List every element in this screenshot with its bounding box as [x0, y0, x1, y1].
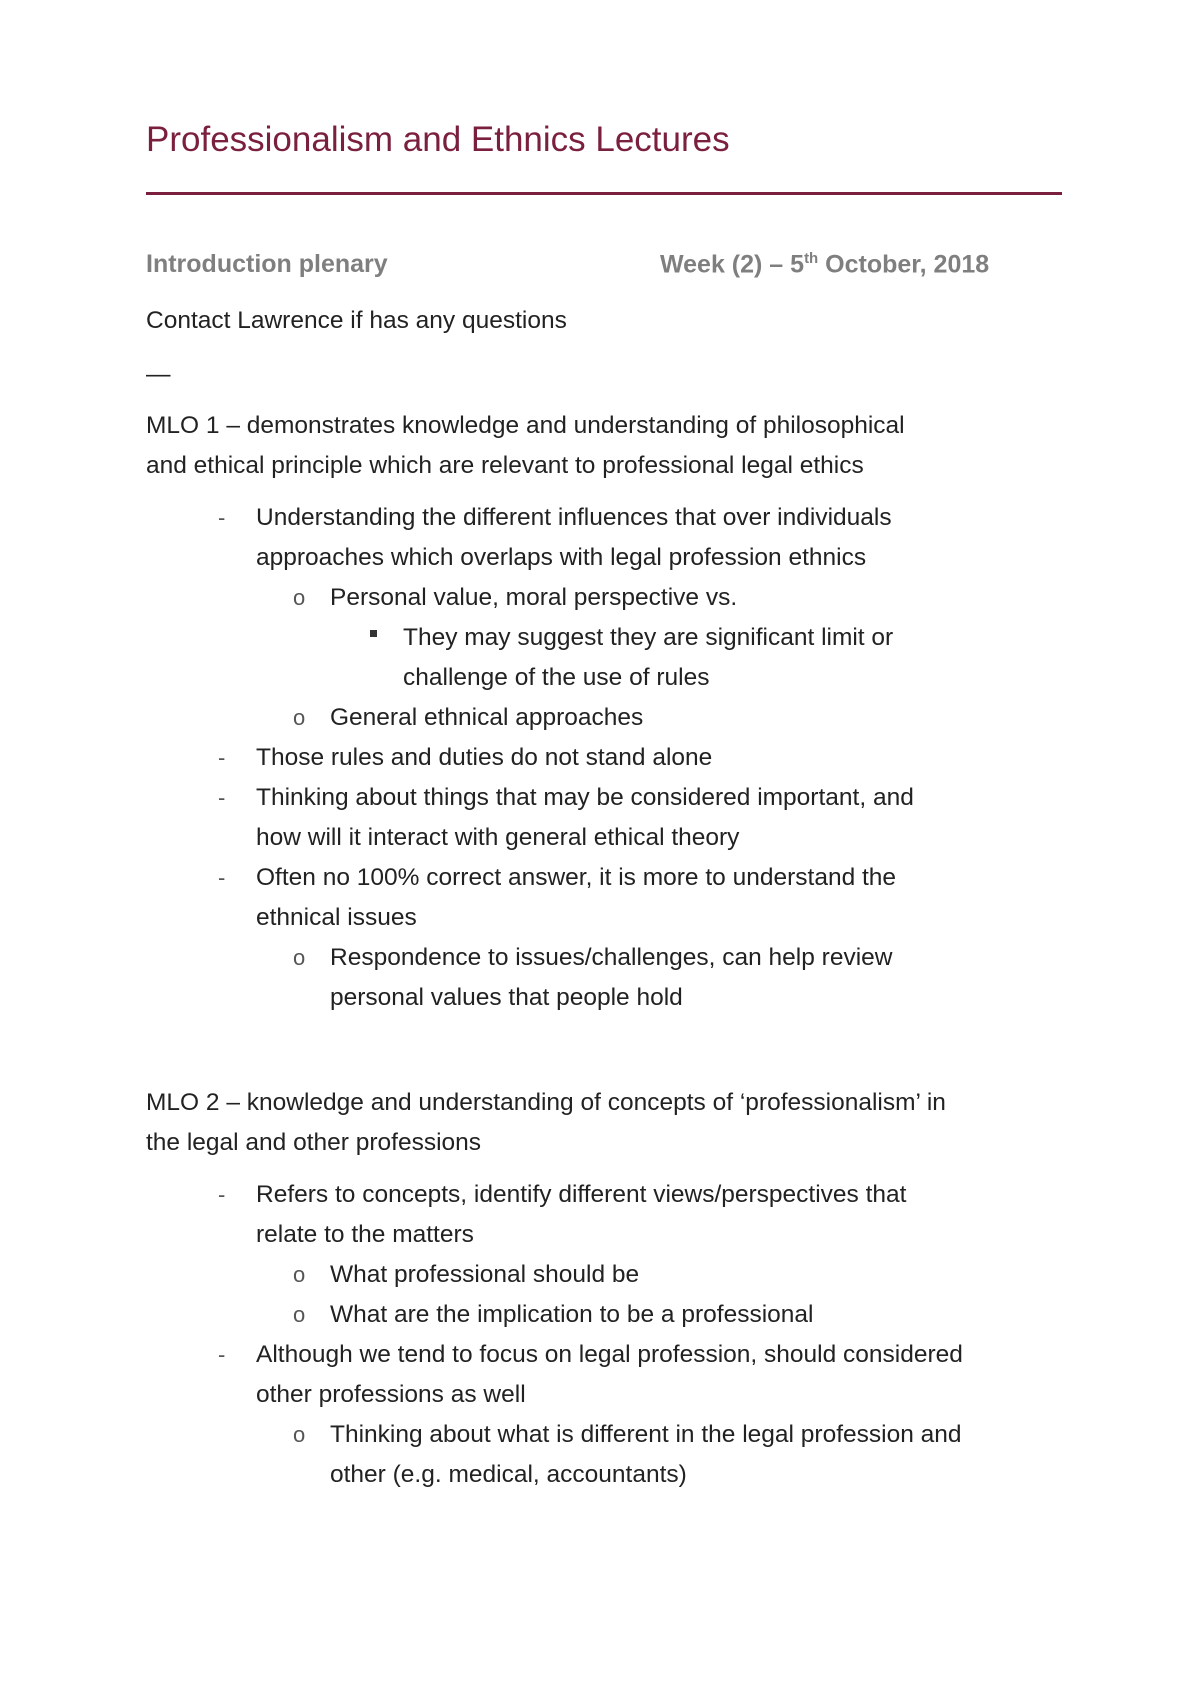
- circle-bullet: o: [293, 1302, 306, 1327]
- mlo2-heading-line1: MLO 2 – knowledge and understanding of concepts of ‘professionalism’ in: [146, 1089, 946, 1116]
- page-title: Professionalism and Ethnics Lectures: [146, 120, 730, 159]
- dash-bullet: -: [218, 865, 226, 890]
- circle-bullet: o: [293, 1262, 306, 1287]
- mlo1-heading-line2: and ethical principle which are relevant to professional legal ethics: [146, 452, 864, 479]
- mlo2-point1-line1: Refers to concepts, identify different views/perspectives that: [256, 1181, 907, 1208]
- mlo2-subpoint1: What professional should be: [330, 1261, 640, 1288]
- lecture-date-rest: October, 2018: [818, 250, 990, 279]
- mlo1-tertiary-line1: They may suggest they are significant limit or: [403, 624, 894, 651]
- lecture-date: [660, 250, 989, 279]
- mlo1-heading-line1: MLO 1 – demonstrates knowledge and understanding of philosophical: [146, 412, 905, 439]
- mlo1-subpoint2: General ethnical approaches: [330, 704, 644, 731]
- mlo2-subpoint3-line1: Thinking about what is different in the legal profession and: [330, 1421, 962, 1448]
- circle-bullet: o: [293, 585, 306, 610]
- mlo1-point1-line2: approaches which overlaps with legal profession ethnics: [256, 544, 867, 571]
- dash-bullet: -: [218, 1182, 226, 1207]
- lecture-date-superscript: th: [804, 250, 819, 267]
- mlo1-tertiary-line2: challenge of the use of rules: [403, 664, 710, 691]
- square-bullet: [370, 630, 377, 637]
- mlo2-point2-line2: other professions as well: [256, 1381, 526, 1408]
- dash-bullet: -: [218, 785, 226, 810]
- mlo2-point1-line2: relate to the matters: [256, 1221, 474, 1248]
- separator-dash: —: [146, 361, 171, 388]
- mlo2-heading-line2: the legal and other professions: [146, 1129, 482, 1156]
- mlo2-point2-line1: Although we tend to focus on legal profession, should considered: [256, 1341, 963, 1368]
- mlo1-subpoint1: Personal value, moral perspective vs.: [330, 584, 738, 611]
- dash-bullet: -: [218, 745, 226, 770]
- mlo1-subpoint3-line2: personal values that people hold: [330, 984, 683, 1011]
- section-heading: Introduction plenary: [146, 250, 388, 278]
- mlo2-subpoint3-line2: other (e.g. medical, accountants): [330, 1461, 687, 1488]
- mlo2-subpoint2: What are the implication to be a professional: [330, 1301, 814, 1328]
- circle-bullet: o: [293, 705, 306, 730]
- lecture-date-week: Week (2) – 5: [660, 250, 805, 279]
- mlo1-point1-line1: Understanding the different influences that over individuals: [256, 504, 892, 531]
- dash-bullet: -: [218, 505, 226, 530]
- mlo1-point2: Those rules and duties do not stand alone: [256, 744, 713, 771]
- mlo1-point4-line2: ethnical issues: [256, 904, 417, 931]
- mlo1-point3-line1: Thinking about things that may be considered important, and: [256, 784, 914, 811]
- title-underline: [146, 192, 1062, 195]
- circle-bullet: o: [293, 945, 306, 970]
- circle-bullet: o: [293, 1422, 306, 1447]
- mlo1-point4-line1: Often no 100% correct answer, it is more to understand the: [256, 864, 897, 891]
- mlo1-subpoint3-line1: Respondence to issues/challenges, can help review: [330, 944, 893, 971]
- mlo1-point3-line2: how will it interact with general ethical theory: [256, 824, 740, 851]
- dash-bullet: -: [218, 1342, 226, 1367]
- contact-note: Contact Lawrence if has any questions: [146, 307, 567, 334]
